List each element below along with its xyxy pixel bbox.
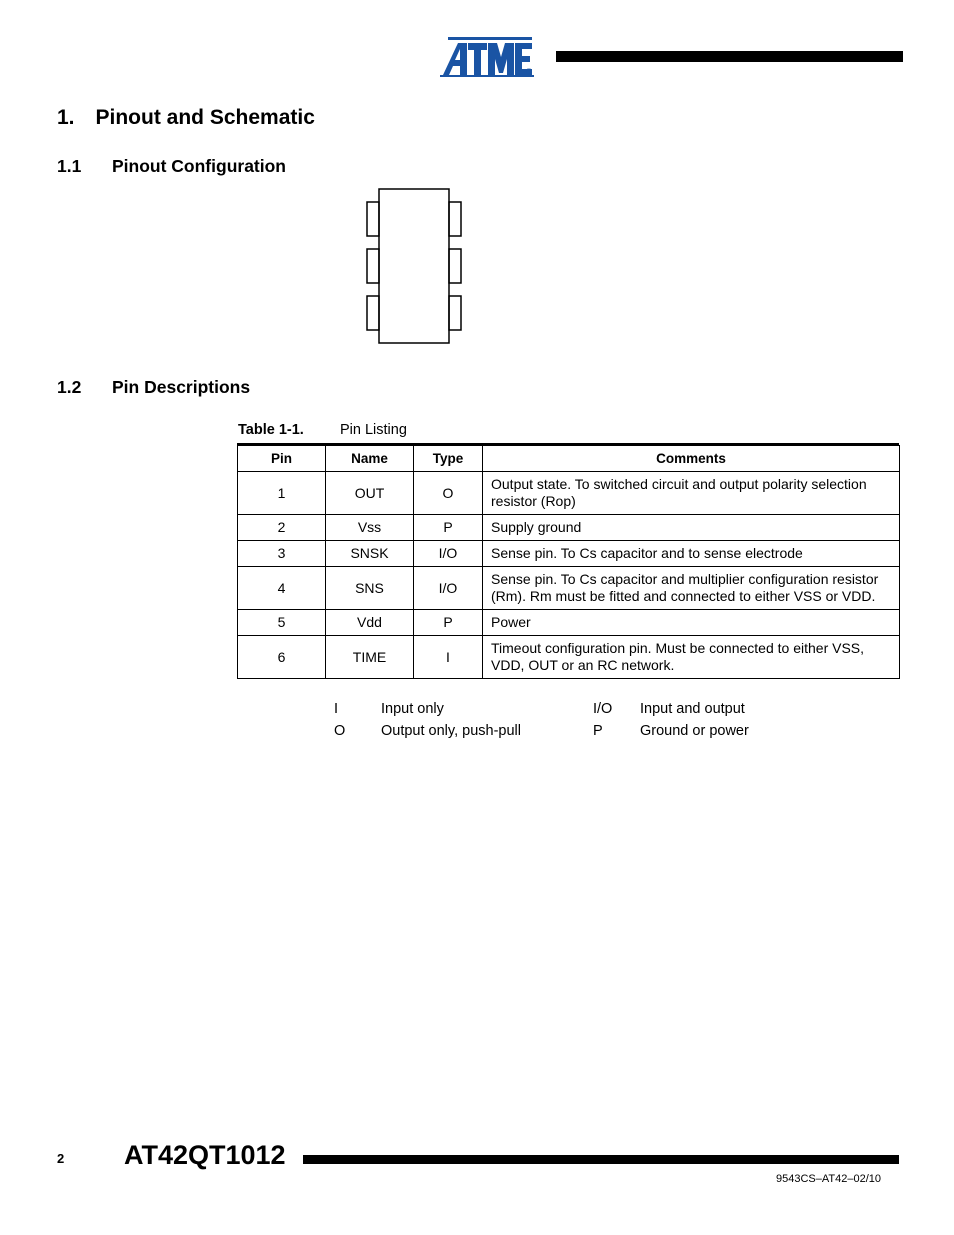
section-title: Pinout and Schematic [95,106,315,129]
cell-pin: 1 [238,472,326,515]
subsection-heading-pinout [57,156,286,177]
pin-listing-table [237,443,899,679]
chip-body [379,189,449,343]
table-caption-title: Pin Listing [340,422,407,438]
footer-rule [303,1155,899,1164]
legend-code: O [334,723,346,739]
document-code: 9543CS–AT42–02/10 [776,1173,881,1185]
cell-name: SNS [326,567,414,610]
legend-desc: Input only [381,701,444,717]
header-comments: Comments [483,446,900,472]
cell-pin: 2 [238,515,326,541]
section-number: 1. [57,106,75,129]
cell-comment: Supply ground [483,515,900,541]
subsection-title: Pin Descriptions [112,377,251,397]
cell-pin: 4 [238,567,326,610]
cell-type: I [414,636,483,679]
cell-name: Vdd [326,610,414,636]
table-row [238,472,900,515]
cell-comment: Output state. To switched circuit and output polarity selection resistor (Rop) [483,472,900,515]
cell-type: O [414,472,483,515]
subsection-number: 1.1 [57,156,82,176]
table-row [238,610,900,636]
cell-comment: Sense pin. To Cs capacitor and multiplier configuration resistor (Rm). Rm must be fitted and connected to either VSS or VDD. [483,567,900,610]
legend-desc: Output only, push-pull [381,723,521,739]
section-heading [57,106,315,130]
subsection-number: 1.2 [57,377,82,397]
header-type: Type [414,446,483,472]
legend-code: I [334,701,339,717]
legend-code: P [593,723,603,739]
table-header-row [238,446,900,472]
cell-pin: 5 [238,610,326,636]
legend-code: I/O [593,701,613,717]
header-pin: Pin [238,446,326,472]
pin-pad-left-3 [367,296,379,330]
cell-type: I/O [414,567,483,610]
pinout-diagram [365,188,465,346]
subsection-heading-pin-descriptions [57,377,250,398]
cell-comment: Power [483,610,900,636]
cell-name: TIME [326,636,414,679]
table-row [238,636,900,679]
cell-name: Vss [326,515,414,541]
legend-desc: Ground or power [640,723,749,739]
table-row [238,567,900,610]
cell-comment: Sense pin. To Cs capacitor and to sense electrode [483,541,900,567]
page-number: 2 [57,1151,65,1166]
legend-desc: Input and output [640,701,745,717]
cell-name: SNSK [326,541,414,567]
pin-pad-left-1 [367,202,379,236]
cell-type: P [414,515,483,541]
cell-comment: Timeout configuration pin. Must be connected to either VSS, VDD, OUT or an RC network. [483,636,900,679]
header-name: Name [326,446,414,472]
cell-type: P [414,610,483,636]
cell-pin: 6 [238,636,326,679]
pin-pad-right-1 [449,202,461,236]
table-row [238,515,900,541]
subsection-title: Pinout Configuration [112,156,286,176]
pin-pad-left-2 [367,249,379,283]
pin-pad-right-2 [449,249,461,283]
cell-name: OUT [326,472,414,515]
registered-mark: ® [526,67,532,76]
header-rule [556,51,903,62]
document-title: AT42QT1012 [124,1140,286,1170]
table-row [238,541,900,567]
cell-pin: 3 [238,541,326,567]
cell-type: I/O [414,541,483,567]
table-caption-label: Table 1-1. [238,422,304,438]
atmel-logo [440,33,538,79]
pin-pad-right-3 [449,296,461,330]
